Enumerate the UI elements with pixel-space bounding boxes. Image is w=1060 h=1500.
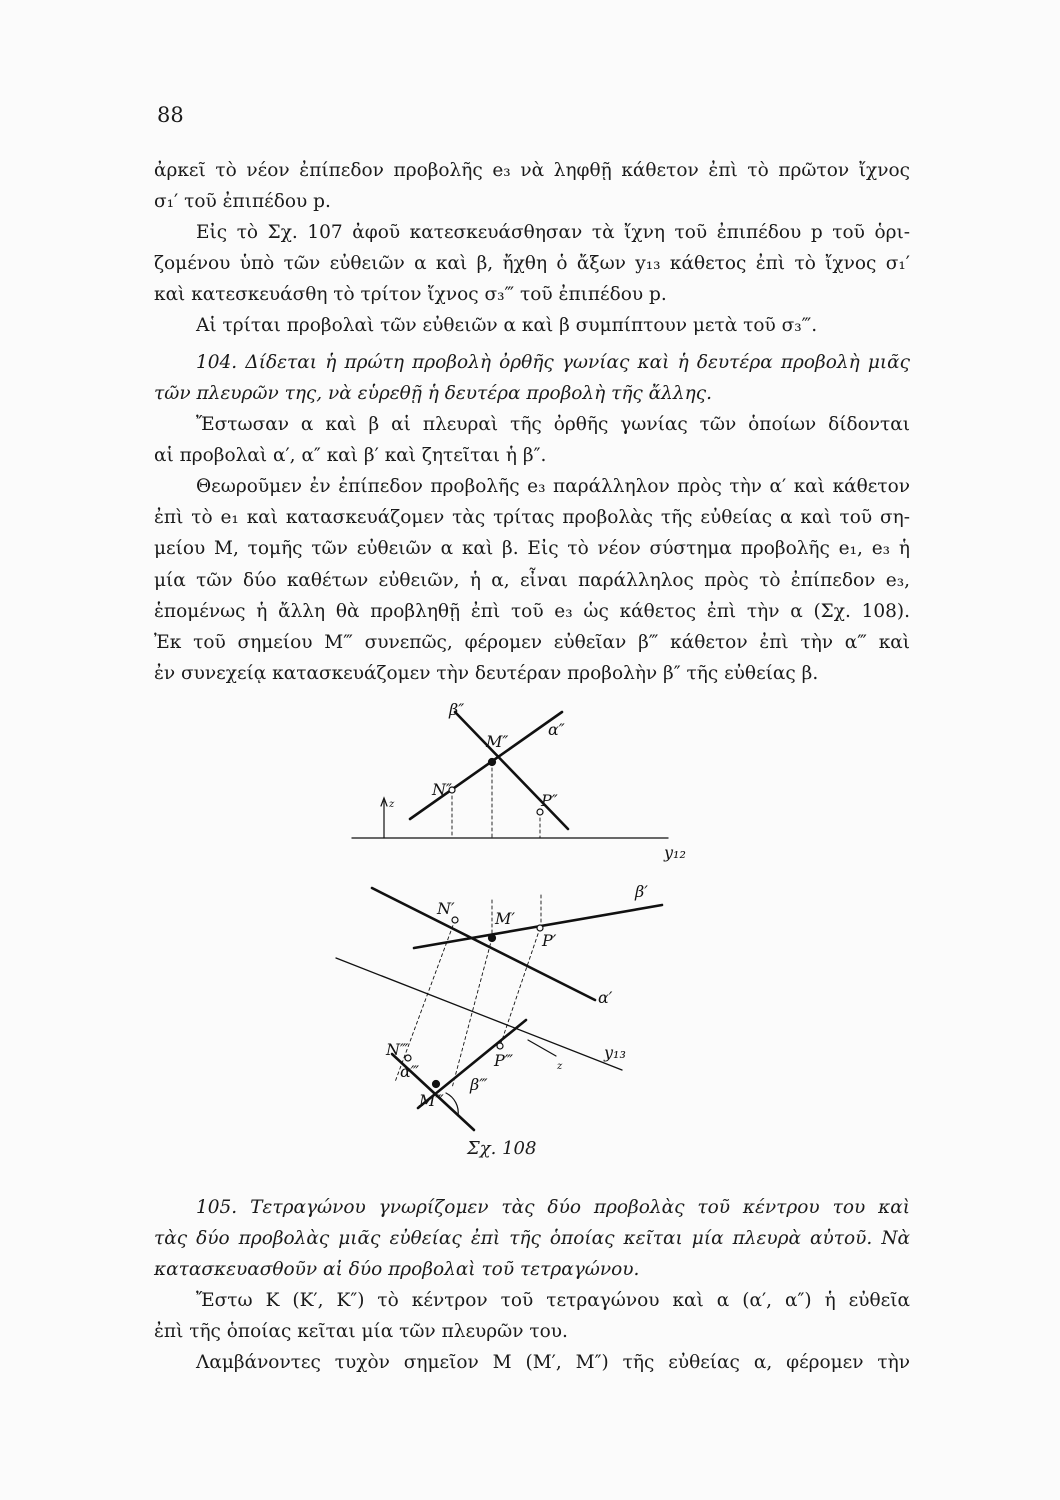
label-N3: N‴ — [386, 1040, 409, 1059]
point-P3 — [497, 1043, 503, 1049]
text-line: μία τῶν δύο καθέτων εὐθειῶν, ἡ α, εἶναι παράλληλος πρὸς τὸ ἐπίπεδον e₃, — [154, 569, 910, 591]
point-M1 — [489, 935, 496, 942]
label-M2: M″ — [486, 732, 509, 751]
label-alpha3: α‴ — [400, 1062, 420, 1081]
line-alpha2 — [410, 712, 562, 819]
text-line: Θεωροῦμεν ἐν ἐπίπεδον προβολῆς e₃ παράλληλον πρὸς τὴν α′ καὶ κάθετον — [196, 476, 910, 497]
paragraph-8 — [154, 1285, 910, 1347]
label-z: z — [389, 799, 395, 810]
axis-y13 — [336, 958, 622, 1070]
label-y13: y₁₃ — [604, 1043, 626, 1062]
text-line: ζομένου ὑπὸ τῶν εὐθειῶν α καὶ β, ἤχθη ὁ ἄξων y₁₃ κάθετος ἐπὶ τὸ ἴχνος σ₁′ — [154, 253, 910, 275]
text-line: καὶ κατεσκευάσθη τὸ τρίτον ἴχνος σ₃‴ τοῦ ἐπιπέδου p. — [154, 284, 667, 306]
line-alpha1 — [372, 888, 595, 1000]
label-alpha2: α″ — [548, 720, 565, 739]
text-line: 105. Τετραγώνου γνωρίζομεν τὰς δύο προβολὰς τοῦ κέντρου του καὶ — [196, 1197, 910, 1218]
label-P1: P′ — [542, 931, 557, 950]
text-line: ἀρκεῖ τὸ νέον ἐπίπεδον προβολῆς e₃ νὰ ληφθῇ κάθετον ἐπὶ τὸ πρῶτον ἴχνος — [154, 160, 910, 181]
label-N2: N″ — [432, 780, 452, 799]
label-z-2: z — [557, 1061, 563, 1072]
text-line: κατασκευασθοῦν αἱ δύο προβολαὶ τοῦ τετραγώνου. — [154, 1259, 640, 1281]
text-line: Ἔστω Κ (Κ′, Κ″) τὸ κέντρον τοῦ τετραγώνου καὶ α (α′, α″) ἡ εὐθεῖα — [196, 1290, 910, 1311]
page-number: 88 — [157, 103, 184, 127]
point-M2 — [489, 759, 496, 766]
label-beta1: β′ — [635, 882, 648, 901]
text-line: ἑπομένως ἡ ἄλλη θὰ προβληθῇ ἐπὶ τοῦ e₃ ὡς κάθετος ἐπὶ τὴν α (Σχ. 108). — [154, 600, 910, 622]
text-line: Ἐκ τοῦ σημείου Μ‴ συνεπῶς, φέρομεν εὐθεῖαν β‴ κάθετον ἐπὶ τὴν α‴ καὶ — [154, 632, 910, 654]
figure-caption: Σχ. 108 — [467, 1138, 537, 1159]
label-alpha1: α′ — [598, 988, 613, 1007]
label-beta3: β‴ — [470, 1075, 488, 1094]
label-beta2: β″ — [449, 700, 465, 719]
paragraph-9 — [154, 1347, 910, 1378]
label-y12: y₁₂ — [664, 843, 686, 862]
text-line: ἐπὶ τῆς ὁποίας κεῖται μία τῶν πλευρῶν του. — [154, 1321, 568, 1343]
text-line: μείου Μ, τομῆς τῶν εὐθειῶν α καὶ β. Εἰς τὸ νέον σύστημα προβολῆς e₁, e₃ ἡ — [154, 538, 910, 560]
label-P2: P″ — [541, 791, 558, 810]
label-N1: N′ — [437, 899, 455, 918]
point-M3 — [433, 1081, 440, 1088]
text-line: Εἰς τὸ Σχ. 107 ἀφοῦ κατεσκευάσθησαν τὰ ἴχνη τοῦ ἐπιπέδου p τοῦ ὁρι- — [196, 222, 910, 243]
label-M3: M‴ — [419, 1091, 444, 1110]
text-line: ἐν συνεχείᾳ κατασκευάζομεν τὴν δευτέραν προβολὴν β″ τῆς εὐθείας β. — [154, 663, 819, 685]
text-line: Ἔστωσαν α καὶ β αἱ πλευραὶ τῆς ὀρθῆς γωνίας τῶν ὁποίων δίδονται — [196, 414, 910, 435]
text-line: τῶν πλευρῶν της, νὰ εὑρεθῇ ἡ δευτέρα προβολὴ τῆς ἄλλης. — [154, 383, 712, 405]
label-M1: M′ — [495, 909, 516, 928]
text-line: 104. Δίδεται ἡ πρώτη προβολὴ ὀρθῆς γωνίας καὶ ἡ δευτέρα προβολὴ μιᾶς — [196, 352, 910, 373]
label-P3: P‴ — [494, 1051, 514, 1070]
text-line: τὰς δύο προβολὰς μιᾶς εὐθείας ἐπὶ τῆς ὁποίας κεῖται μία πλευρὰ αὐτοῦ. Νὰ — [154, 1228, 910, 1250]
text-line: σ₁′ τοῦ ἐπιπέδου p. — [154, 191, 331, 213]
text-line: ἐπὶ τὸ e₁ καὶ κατασκευάζομεν τὰς τρίτας προβολὰς τῆς εὐθείας α καὶ τοῦ ση- — [154, 507, 910, 529]
text-line: αἱ προβολαὶ α′, α″ καὶ β′ καὶ ζητεῖται ἡ β″. — [154, 445, 547, 467]
projector — [500, 928, 540, 1046]
text-line: Λαμβάνοντες τυχὸν σημεῖον Μ (Μ′, Μ″) τῆς εὐθείας α, φέρομεν τὴν — [196, 1352, 910, 1373]
text-line: Αἱ τρίται προβολαὶ τῶν εὐθειῶν α καὶ β συμπίπτουν μετὰ τοῦ σ₃‴. — [196, 315, 818, 336]
problem-105-statement — [154, 1192, 910, 1286]
